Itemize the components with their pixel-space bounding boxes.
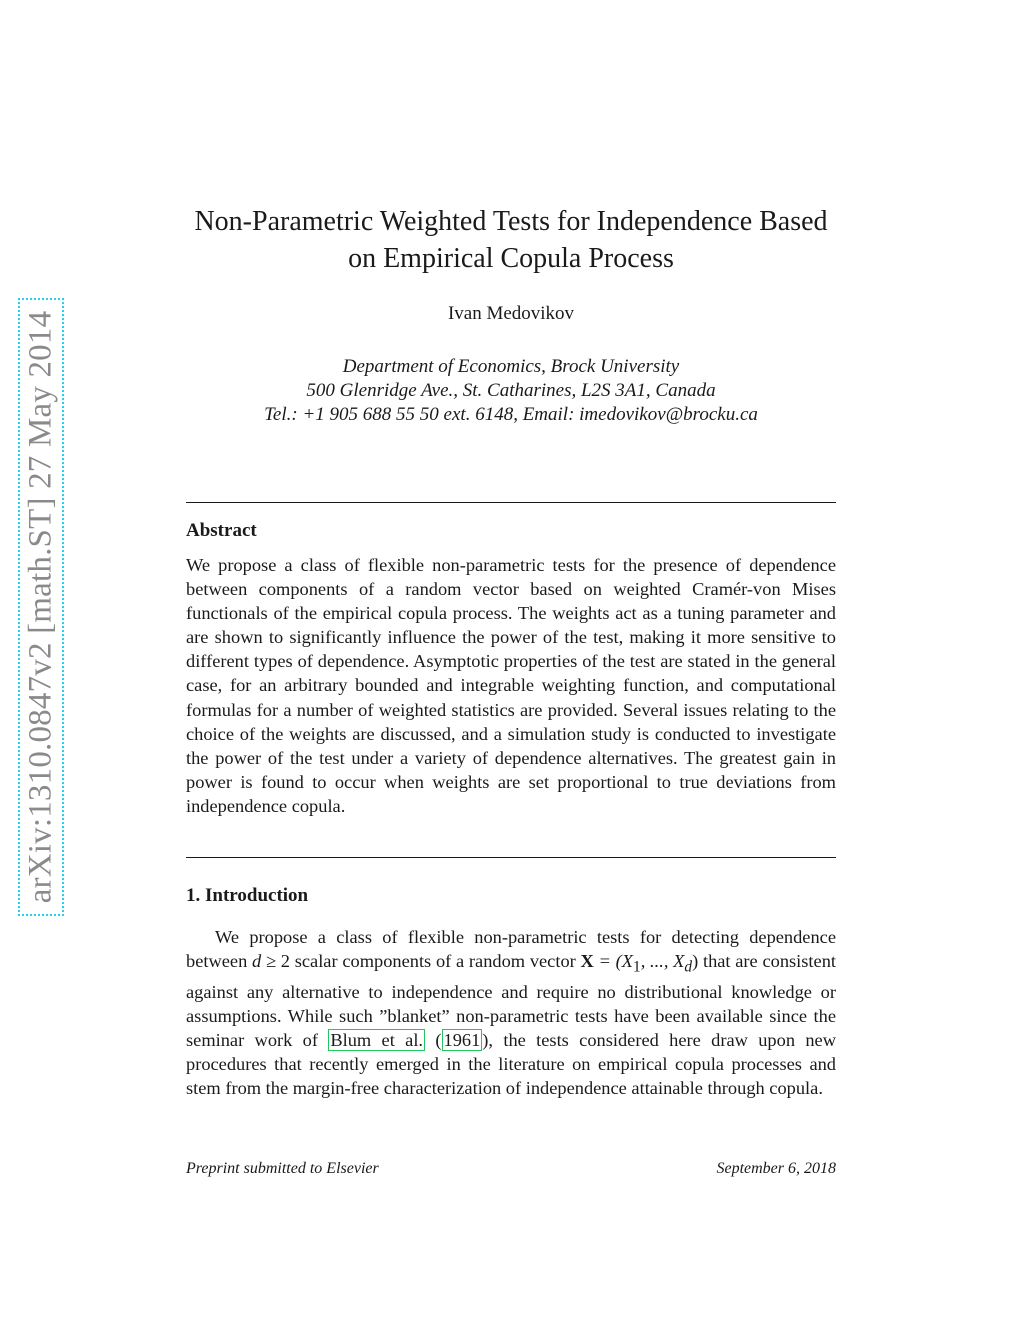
citation-year-link[interactable]: 1961 — [443, 1030, 481, 1051]
introduction-heading: 1. Introduction — [186, 885, 309, 906]
math-vector-mid: , ..., X — [640, 951, 685, 972]
abstract-heading: Abstract — [186, 520, 257, 541]
arxiv-identifier-text: arXiv:1310.0847v2 [math.ST] 27 May 2014 — [22, 310, 59, 904]
author-affiliation — [186, 355, 836, 427]
title-line-1: Non-Parametric Weighted Tests for Independence Based — [194, 206, 828, 237]
affiliation-line-3: Tel.: +1 905 688 55 50 ext. 6148, Email: imedovikov@brocku.ca — [264, 404, 758, 425]
introduction-paragraph — [186, 925, 836, 1100]
math-subscript-1: 1 — [633, 958, 641, 976]
footer-date: September 6, 2018 — [716, 1160, 836, 1177]
math-d: d — [252, 951, 262, 972]
math-vector-close: ) — [692, 951, 699, 972]
abstract-top-rule — [186, 502, 836, 503]
author-name: Ivan Medovikov — [447, 303, 575, 324]
math-vector-open: = (X — [593, 951, 634, 972]
abstract-bottom-rule — [186, 857, 836, 858]
math-vector-x: X — [580, 951, 594, 972]
affiliation-line-2: 500 Glenridge Ave., St. Catharines, L2S 3A1, Canada — [306, 380, 716, 401]
footer-preprint-note: Preprint submitted to Elsevier — [186, 1160, 379, 1177]
intro-text-part-2: ≥ 2 scalar components of a random vector — [261, 951, 581, 972]
title-line-2: on Empirical Copula Process — [348, 243, 674, 274]
paper-title — [186, 203, 836, 277]
arxiv-identifier-stamp[interactable] — [18, 298, 64, 916]
intro-text-part-4: , the tests considered here draw upon new procedures that recently emerged in the literature on empirical copula processes and stem from the margin-free characterization of independence attainable through copula. — [186, 1030, 836, 1099]
math-subscript-d: d — [684, 958, 693, 976]
intro-text-part-3: that are consistent against any alternative to independence and require no distributional knowledge or assumptions. While such ”blanket” non-parametric tests have been available since the seminar work of — [186, 951, 837, 1051]
affiliation-line-1: Department of Economics, Brock University — [342, 356, 680, 377]
intro-text-part-1: We propose a class of flexible non-parametric tests for detecting dependence between — [186, 927, 836, 972]
citation-author-link[interactable]: Blum et al. — [330, 1030, 424, 1051]
citation-open-paren: ( — [425, 1030, 442, 1051]
abstract-text: We propose a class of flexible non-parametric tests for the presence of dependence between components of a random vector based on weighted Cramér-von Mises functionals of the empirical copula process. The weights act as a tuning parameter and are shown to significantly influence the power of the test, making it more sensitive to different types of dependence. Asymptotic properties of the test are stated in the general case, for an arbitrary bounded and integrable weighting function, and computational formulas for a number of weighted statistics are provided. Several issues relating to the choice of the weights are discussed, and a simulation study is conducted to investigate the power of the test under a variety of dependence alternatives. The greatest gain in power is found to occur when weights are set proportional to true deviations from independence copula. — [186, 555, 836, 816]
citation-close-paren: ) — [482, 1030, 489, 1051]
